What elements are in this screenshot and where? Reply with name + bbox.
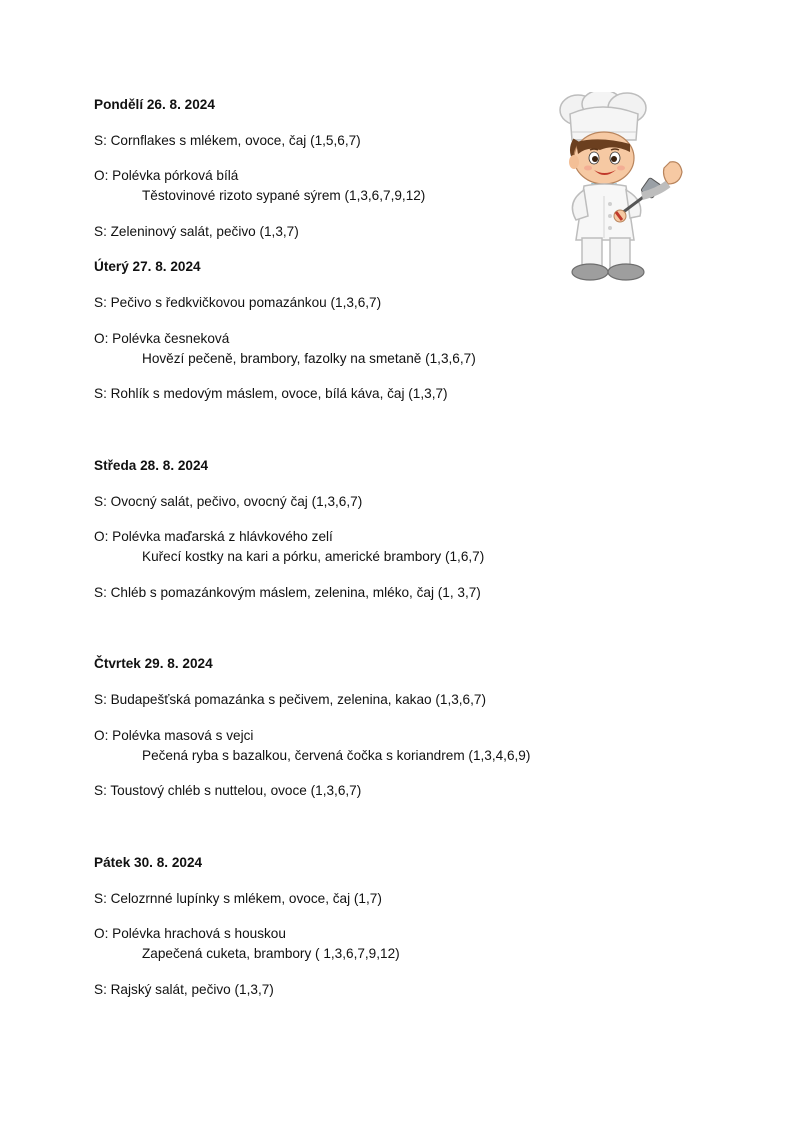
snack-monday: S: Zeleninový salát, pečivo (1,3,7) (94, 224, 299, 239)
snack-thursday: S: Toustový chléb s nuttelou, ovoce (1,3,6,7) (94, 783, 362, 798)
day-heading-friday: Pátek 30. 8. 2024 (94, 855, 203, 870)
chef-cartoon-icon (530, 92, 695, 287)
lunch-main-thursday: Pečená ryba s bazalkou, červená čočka s koriandrem (1,3,4,6,9) (142, 748, 531, 763)
lunch-main-monday: Těstovinové rizoto sypané sýrem (1,3,6,7,9,12) (142, 188, 426, 203)
snack-friday: S: Rajský salát, pečivo (1,3,7) (94, 982, 274, 997)
lunch-soup-friday: O: Polévka hrachová s houskou (94, 926, 286, 941)
day-heading-wednesday: Středa 28. 8. 2024 (94, 458, 209, 473)
breakfast-tuesday: S: Pečivo s ředkvičkovou pomazánkou (1,3,6,7) (94, 295, 382, 310)
breakfast-friday: S: Celozrnné lupínky s mlékem, ovoce, čaj (1,7) (94, 891, 382, 906)
day-heading-monday: Pondělí 26. 8. 2024 (94, 97, 215, 112)
day-heading-thursday: Čtvrtek 29. 8. 2024 (94, 656, 213, 671)
lunch-main-tuesday: Hovězí pečeně, brambory, fazolky na smetaně (1,3,6,7) (142, 351, 476, 366)
day-heading-tuesday: Úterý 27. 8. 2024 (94, 259, 201, 274)
lunch-main-wednesday: Kuřecí kostky na kari a pórku, americké brambory (1,6,7) (142, 549, 485, 564)
lunch-main-friday: Zapečená cuketa, brambory ( 1,3,6,7,9,12) (142, 946, 400, 961)
lunch-soup-wednesday: O: Polévka maďarská z hlávkového zelí (94, 529, 333, 544)
snack-wednesday: S: Chléb s pomazánkovým máslem, zelenina, mléko, čaj (1, 3,7) (94, 585, 481, 600)
snack-tuesday: S: Rohlík s medovým máslem, ovoce, bílá káva, čaj (1,3,7) (94, 386, 448, 401)
breakfast-wednesday: S: Ovocný salát, pečivo, ovocný čaj (1,3,6,7) (94, 494, 363, 509)
breakfast-monday: S: Cornflakes s mlékem, ovoce, čaj (1,5,6,7) (94, 133, 361, 148)
lunch-soup-thursday: O: Polévka masová s vejci (94, 728, 254, 743)
lunch-soup-tuesday: O: Polévka česneková (94, 331, 230, 346)
lunch-soup-monday: O: Polévka pórková bílá (94, 168, 239, 183)
breakfast-thursday: S: Budapešťská pomazánka s pečivem, zelenina, kakao (1,3,6,7) (94, 692, 486, 707)
